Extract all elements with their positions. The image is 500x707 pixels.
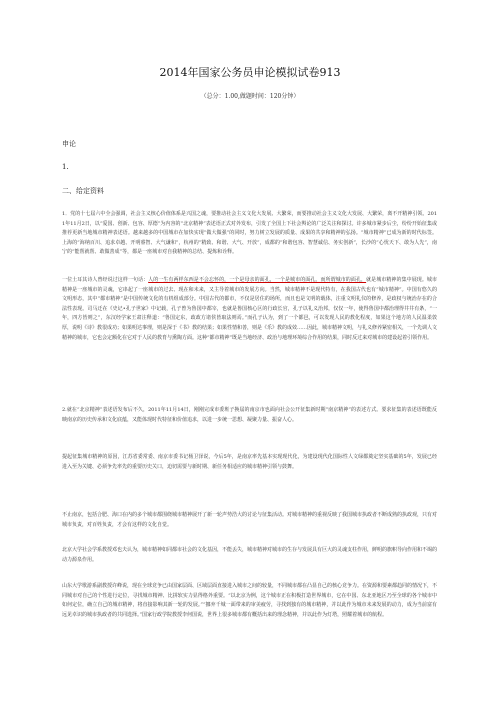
paragraph-5: 不止南京，包括合肥、海口在内的多个城市都围绕城市精神展开了新一轮声势浩大的讨论与征集活动。对城市精神的重视反映了我国城市执政者不断成熟的执政观，只有对城市负责，对百姓负责，才会有这样的文化自觉。	[62, 512, 438, 528]
paragraph-1: 1．党的十七届六中全会强调，社会主义核心价值体系是兴国之魂，要推动社会主义文化大发展、大繁荣，而要推动社会主义文化大发展、大繁荣，离不开精神引领。2011年11月2日，以“爱国、创新、包容、厚德”为内容的“北京精神”表述语正式对外发布，引发了全国上下社会舆论的广泛关注和探讨。许多城市紧步后尘，纷纷开始征集或推荐更新当地城市精神表述语。越来越多的中国城市在加快实现“做大做强”的同时，努力树立发展的质量、成果的共享和精神的弘扬。“城市精神”已成为新的时代标签。上海的“海纳百川、追求卓越、开明睿智、大气谦和”，杭州的“精致、和谐、大气、开放”，成都的“和谐包容、智慧诚信、务实创新”，长沙的“心忧天下、敢为人先”，南宁的“能帮就帮、敢做善成”等，都是一座城市对自我精神的总结、提炼和诠释。	[62, 211, 437, 256]
paragraph-2-lead: 一位土耳其诗人曾经说过这样一句话：	[62, 277, 149, 283]
paragraph-2-underlined-quote: 人的一生有两样东西是不会忘怀的，一个是母亲的面孔，一个是城市的面孔。而所谓城市的面孔，	[148, 277, 367, 283]
paragraph-7: 山东大学歌游系副教授许峰说，现在全球竞争已由国家层面、区域层面直接进入城市之间的较量，不同城市都在凸显自己的核心竞争力。在资源和要素都趋同的情况下，不同城市对自己的个性进行定位，寻找城市精神、比拼软实力显得格外重要。“以北京为例，这个城市正在积极打造世界城市，它在中国、东北亚地区乃至全球的各个城市中如何定位，确立自己的城市精神，将直接影响其新一轮的发展。”“挪弃千城一面带来的审美疲劳，寻找到独有的城市精神，并以此作为城市未来发展的动力，成为当前富有远见卓识的城市执政者的共同选择。”国家行政学院教授李何国说，世界上很多城市都有概括出来的理念精神，并以此作为灯塔，照耀着城市的航程。	[62, 583, 438, 618]
paragraph-6: 北京大学社会学系教授邓也夫认为，城市精神如同都市社会的文化基因，不能丢失，城市精神对城市的生存与发展具有巨大的灵魂支柱作用，鲜明的旗帜导向作用和不竭的动力源泉作用。	[62, 547, 438, 563]
exam-meta: （总分：1.00,做题时间：120分钟）	[200, 93, 300, 100]
paragraph-2-body: 就是城市精神的集中展现。城市精神是一座城市的灵魂，它串起了一座城市的过去、现在和未来，又主导着城市的发展方向。当然，城市精神不是现代特有，在我国古代也有“城市精神”。中国有悠久的文明形态，其中“都市精神”是中国传统文化的有机组成部分。中国古代的都市，不仅是居住的场所，而且也是文明的载体，注重文明礼仪的修养，是政权与统治存在的合法性表现。司马迁在《史记•孔子世家》中记载，孔子曾为鲁国中都宰，也就是鲁国核心区的行政长官，孔子以礼义治邦，仅仅一年，使得鲁国中都治理得井井有条，“一年，四方皆则之”，东汉经学家王肃注释道：“鲁国定东，政政方诸侯皆取法则焉。”而孔子认为，到了一个都邑，可以发现人民的教化程度，如果这个地方的人民温柔敦厚，说明《诗》教很成功；如果明达事理，则是深于《书》教的结果；如果性情和善，则是《乐》教的成效……因此，城市精神文明，与礼义修养紧密相关，一个先调人文精神的城市，它也会定额化在它对于人民的教育与熏陶方面。这种“都市精神”既是当地经济、政治与地理环境综合作用的结果，同时反过来对城市的建设起着引领作用。	[62, 277, 438, 341]
paragraph-2	[62, 276, 437, 343]
section-heading: 申论	[62, 140, 76, 148]
question-number: 1.	[62, 163, 69, 171]
document-title: 2014年国家公务员申论模拟试卷913	[159, 66, 341, 79]
subsection-heading: 二、给定资料	[62, 187, 104, 195]
paragraph-3: 2.就在“北京精神”表述语发布后不久，2011年11月14日，刚刚完成市委班子换届的南京市也面向社会公开征集新时期“南京精神”的表述方式。要求征集的表述语既能反映南京的历史传承和文化底蕴，又能体现时代特征和价值追求，以进一步统一思想、凝聚力量、振奋人心。	[62, 407, 437, 423]
paragraph-4: 提起征集城市精神的原因，江苏省委常委、南京市委书记杨卫泽说，今后5年，是南京率先基本实现现代化，为建设现代化国际性人文绿都奠定坚实基础的5年，发展已经进入至为关键、必须争先率先的重要历史关口，迫切需要与新时期、新任务相适应的城市精神引领与鼓舞。	[62, 454, 437, 470]
